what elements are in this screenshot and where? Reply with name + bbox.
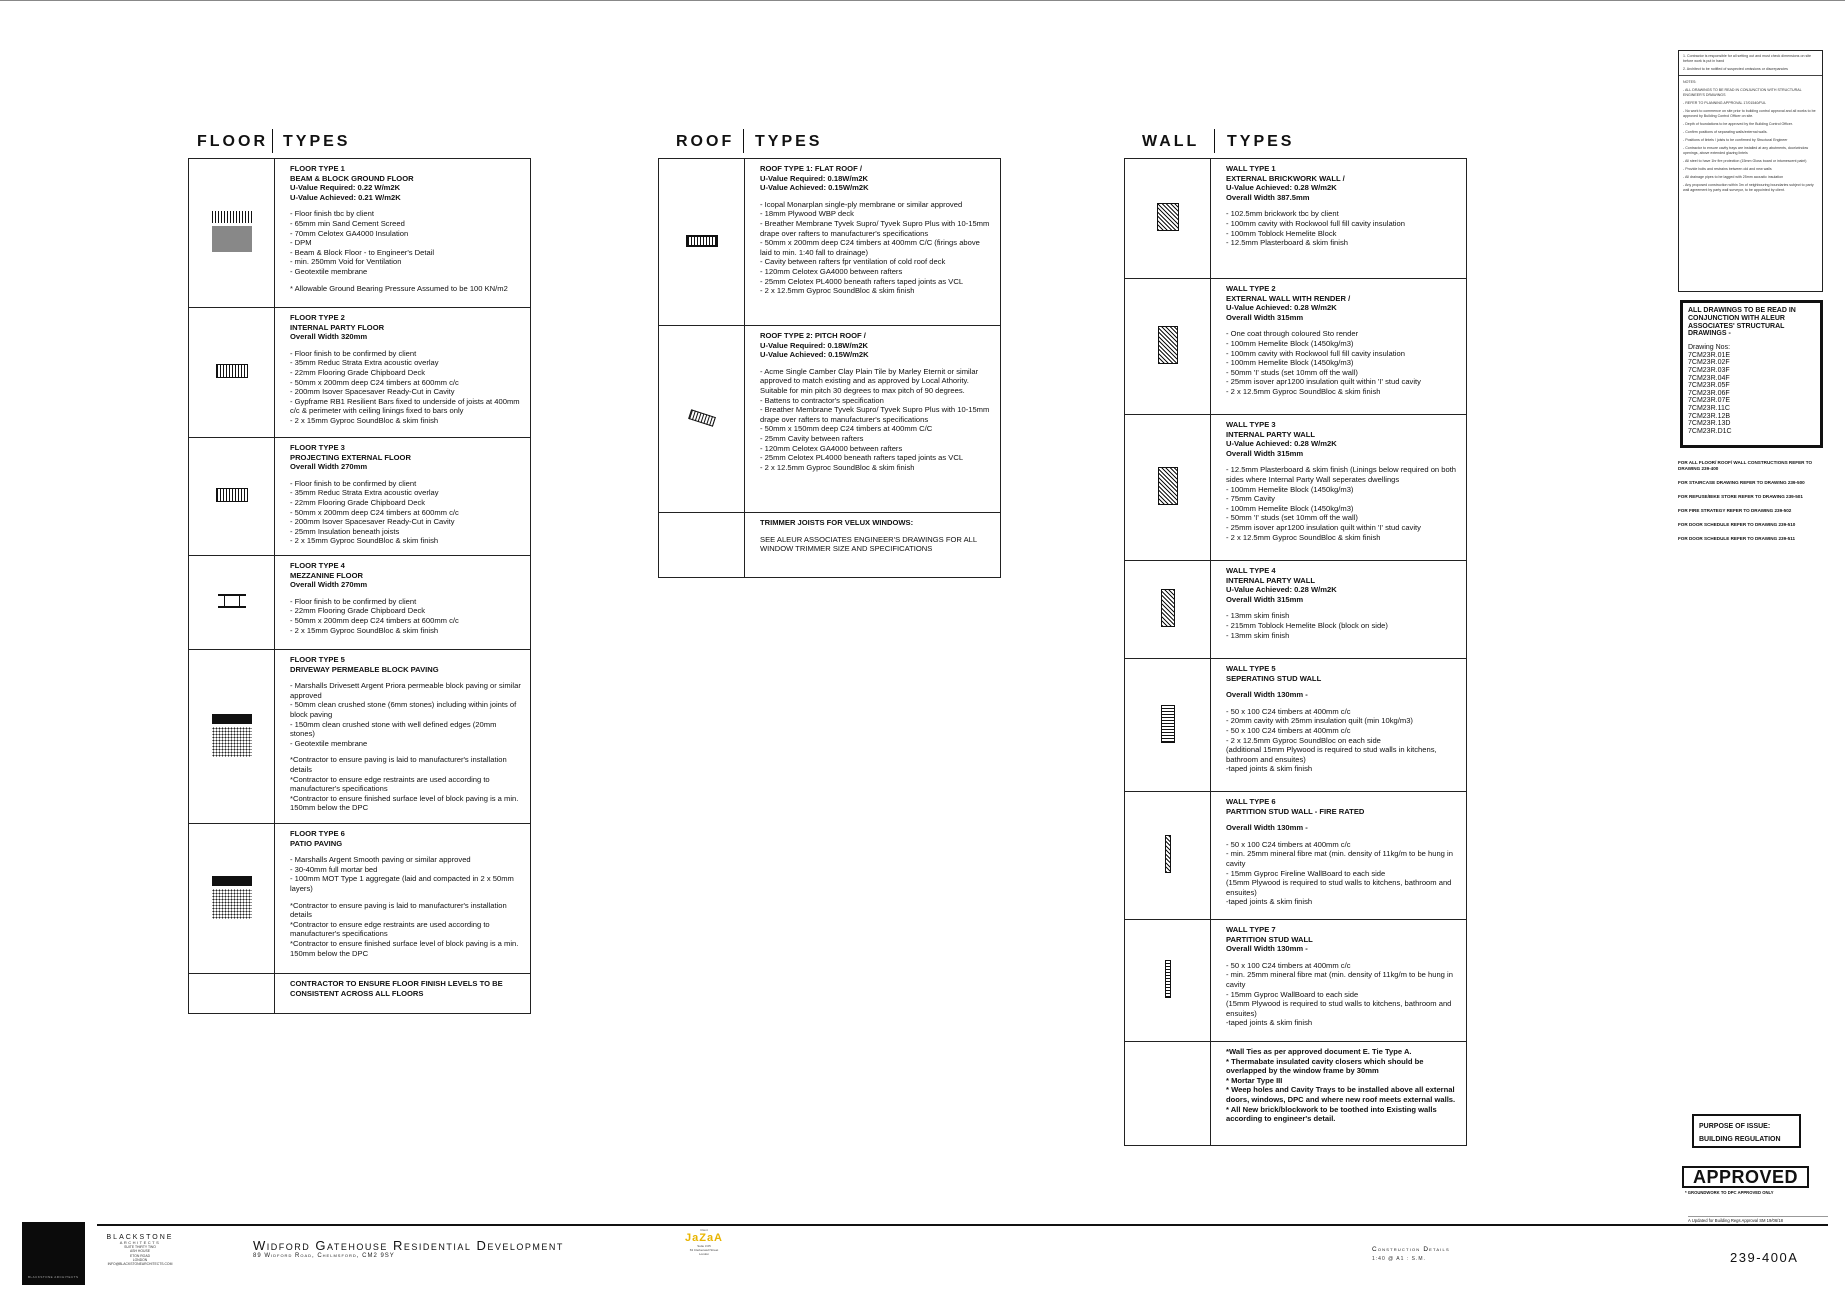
spec-line: - 50mm x 200mm deep C24 timbers at 600mm c/c	[290, 615, 459, 625]
spec-line: - 2 x 15mm Gyproc SoundBloc & skim finish	[290, 625, 439, 635]
spec-line: - 22mm Flooring Grade Chipboard Deck	[290, 367, 426, 377]
drawing-title: Construction Details	[1372, 1246, 1450, 1253]
type-heading-line: U-Value Required: 0.18W/m2K	[760, 173, 869, 183]
project-address: 89 Widford Road, Chelmsford, CM2 9SY	[253, 1253, 395, 1259]
spec-line: - 50mm 'I' studs (set 10mm off the wall)	[1226, 513, 1358, 523]
spec-line: - 13mm skim finish	[1226, 630, 1290, 640]
list-line: - ALL DRAWINGS TO BE READ IN CONJUNCTION WITH STRUCTURAL ENGINEER'S DRAWINGS	[1683, 88, 1802, 97]
wall-row	[1125, 159, 1467, 279]
general-notes-box	[1678, 50, 1823, 292]
spec-line: - 200mm Isover Spacesaver Ready-Cut in Cavity	[290, 387, 455, 397]
spec-line	[760, 528, 992, 535]
spec-line: (15mm Plywood is required to stud walls to kitchens, bathroom and ensuites)	[1226, 878, 1452, 897]
notes-top-list	[1683, 54, 1818, 72]
floor-description	[275, 308, 531, 438]
spec-line: - Icopal Monarplan single-ply membrane or similar approved	[760, 199, 963, 209]
spec-line: - 15mm Gyproc WallBoard to each side	[1226, 989, 1359, 999]
roof-row	[659, 159, 1001, 326]
type-heading-line: FLOOR TYPE 6	[290, 829, 345, 838]
floor-row	[189, 824, 531, 974]
wall-section-graphic	[1125, 792, 1211, 920]
spec-line: - DPM	[290, 238, 312, 248]
list-line: SUITE THIRTY TWO	[124, 1245, 156, 1250]
spec-line	[1226, 954, 1458, 961]
spec-line: - Geotextile membrane	[290, 738, 368, 748]
type-heading-line: PARTITION STUD WALL - FIRE RATED	[1226, 806, 1365, 816]
type-heading-line: U-Value Achieved: 0.28 W/m2K	[1226, 183, 1337, 193]
spec-line: - min. 25mm mineral fibre mat (min. density of 11kg/m to be hung in cavity	[1226, 849, 1453, 868]
spec-line: - 120mm Celotex GA4000 between rafters	[760, 443, 903, 453]
list-line: - REFER TO PLANNING APPROVAL 17/01540/FUL	[1683, 101, 1767, 105]
wall-section-graphic	[1125, 920, 1211, 1042]
list-line: ASH HOUSE	[130, 1249, 150, 1254]
wall-section-graphic	[1125, 561, 1211, 659]
type-heading-line: Overall Width 130mm -	[1226, 944, 1308, 954]
spec-line	[1226, 458, 1458, 465]
list-line: 7CM23R.07E	[1688, 397, 1731, 405]
spec-line: - 2 x 12.5mm Gyproc SoundBloc on each side	[1226, 735, 1381, 745]
spec-line: - 50mm 'I' studs (set 10mm off the wall)	[1226, 367, 1358, 377]
type-heading-line: FLOOR TYPE 1	[290, 164, 345, 173]
spec-line: SEE ALEUR ASSOCIATES ENGINEER'S DRAWINGS FOR ALL WINDOW TRIMMER SIZE AND SPECIFICATIONS	[760, 534, 977, 554]
spec-line: - Floor finish to be confirmed by client	[290, 596, 417, 606]
wall-row	[1125, 659, 1467, 792]
drawing-references	[1678, 460, 1828, 550]
spec-line: - 12.5mm Plasterboard & skim finish (Linings below required on both sides where Internal Party Wall seperates dwellings	[1226, 465, 1457, 484]
spec-line: - 100mm Hemelite Block (1450kg/m3)	[1226, 358, 1354, 368]
spec-line: - 50 x 100 C24 timbers at 400mm c/c	[1226, 725, 1351, 735]
sheet-top-border	[0, 0, 1845, 1]
list-line: 7CM23R.01E	[1688, 351, 1731, 359]
wall-description	[1211, 561, 1467, 659]
list-line: 7CM23R.06F	[1688, 389, 1730, 397]
type-heading-line: U-Value Achieved: 0.28 W/m2K	[1226, 439, 1337, 449]
spec-line: - 12.5mm Plasterboard & skim finish	[1226, 238, 1348, 248]
floor-description	[275, 824, 531, 974]
list-line: 7CM23R.12B	[1688, 412, 1731, 420]
type-heading-line: BEAM & BLOCK GROUND FLOOR	[290, 173, 414, 183]
type-heading-line: WALL TYPE 6	[1226, 797, 1276, 806]
floor-description	[275, 650, 531, 824]
spec-line: - Breather Membrane Tyvek Supro/ Tyvek Supro Plus with 10-15mm drape over rafters to manufacturer's specifications	[760, 218, 990, 238]
list-line: 2. Architect to be notified of suspected omissions or discrepancies	[1683, 67, 1788, 71]
type-heading-line: U-Value Required: 0.18W/m2K	[760, 340, 869, 350]
floor-row	[189, 438, 531, 556]
list-line: FOR FIRE STRATEGY REFER TO DRAWING 239-502	[1678, 508, 1792, 513]
spec-line: * Mortar Type III	[1226, 1075, 1283, 1085]
type-heading-line: PARTITION STUD WALL	[1226, 934, 1313, 944]
spec-line: - 50mm x 200mm deep C24 timbers at 600mm c/c	[290, 507, 459, 517]
wall-description	[1211, 792, 1467, 920]
spec-line: -taped joints & skim finish	[1226, 764, 1313, 774]
spec-line: - 22mm Flooring Grade Chipboard Deck	[290, 606, 426, 616]
spec-line: - 50 x 100 C24 timbers at 400mm c/c	[1226, 960, 1351, 970]
list-line: - Positions of lintels / joists to be confirmed by Structural Engineer	[1683, 138, 1788, 142]
wall-row	[1125, 279, 1467, 415]
purpose-value: BUILDING REGULATION	[1699, 1136, 1781, 1143]
floor-section-graphic	[189, 824, 275, 974]
wall-row	[1125, 792, 1467, 920]
spec-line: - 50mm x 150mm deep C24 timbers at 400mm C/C	[760, 424, 933, 434]
wall-row	[1125, 415, 1467, 561]
spec-line: - 50 x 100 C24 timbers at 400mm c/c	[1226, 839, 1351, 849]
list-line: London	[698, 1252, 709, 1256]
architect-block	[100, 1234, 180, 1266]
wall-types-heading: WALL TYPES	[1142, 133, 1292, 153]
type-heading-line: U-Value Achieved: 0.15W/m2K	[760, 183, 869, 193]
spec-line: - 35mm Reduc Strata Extra acoustic overlay	[290, 358, 439, 368]
spec-line: -taped joints & skim finish	[1226, 1018, 1313, 1028]
spec-line: - Breather Membrane Tyvek Supro/ Tyvek Supro Plus with 10-15mm drape over rafters to manufacturer's specifications	[760, 405, 990, 424]
spec-line	[1226, 604, 1458, 611]
approved-note: * GROUNDWORK TO DPC APPROVED ONLY	[1685, 1190, 1774, 1195]
type-heading-line: U-Value Achieved: 0.28 W/m2K	[1226, 303, 1337, 313]
floor-types-table	[188, 158, 531, 1014]
wall-description	[1211, 415, 1467, 561]
list-line: - Any proposed construction within 3m of neighbouring boundaries subject to party wall agreement by party wall surveyor, to be appointed by client.	[1683, 183, 1814, 192]
floor-row	[189, 650, 531, 824]
type-heading-line: Overall Width 130mm -	[1226, 823, 1308, 833]
architect-sub: ARCHITECTS	[119, 1240, 161, 1245]
spec-line: - 100mm Hemelite Block (1450kg/m3)	[1226, 503, 1354, 513]
drawing-scale: 1:40 @ A1 : S.M.	[1372, 1256, 1426, 1262]
spec-line: *Contractor to ensure finished surface level of block paving is a min. 150mm below the DPC	[290, 938, 519, 958]
wall-row	[1125, 561, 1467, 659]
list-line: 7CM23R.D1C	[1688, 427, 1732, 435]
list-line: - Provide bolts and restrains between old and new walls	[1683, 167, 1772, 171]
wall-description	[1211, 659, 1467, 792]
list-line: 7CM23R.11C	[1688, 404, 1730, 412]
spec-line: - 102.5mm brickwork tbc by client	[1226, 209, 1339, 219]
list-line: 1. Contractor is responsible for all setting out and must check dimensions on site before work is put in hand	[1683, 54, 1812, 63]
spec-line: - 100mm cavity with Rockwool full fill cavity insulation	[1226, 348, 1405, 358]
spec-line: - 2 x 12.5mm Gyproc SoundBloc & skim finish	[760, 462, 915, 472]
spec-line	[290, 590, 522, 597]
type-heading-line: INTERNAL PARTY FLOOR	[290, 322, 385, 332]
type-heading-line: SEPERATING STUD WALL	[1226, 673, 1322, 683]
spec-line: - 50mm x 200mm deep C24 timbers at 600mm c/c	[290, 377, 459, 387]
type-heading-line: EXTERNAL BRICKWORK WALL /	[1226, 173, 1345, 183]
spec-line: - min. 250mm Void for Ventilation	[290, 257, 402, 267]
type-heading-line: TRIMMER JOISTS FOR VELUX WINDOWS:	[760, 518, 914, 527]
floor-section-graphic	[189, 438, 275, 556]
drawing-number: 239-400A	[1730, 1250, 1799, 1265]
type-heading-line: ROOF TYPE 2: PITCH ROOF /	[760, 331, 866, 340]
list-line: - Contractor to ensure cavity trays are installed at any abutments, door/window openings, above extended glazing lintels	[1683, 146, 1809, 155]
notes-list	[1683, 88, 1818, 193]
spec-line: - 2 x 12.5mm Gyproc SoundBloc & skim finish	[1226, 532, 1381, 542]
spec-line	[1226, 202, 1458, 209]
drawing-nos-label: Drawing Nos:	[1688, 344, 1731, 352]
type-heading-line: FLOOR TYPE 3	[290, 443, 345, 452]
wall-types-table	[1124, 158, 1467, 1146]
spec-line	[290, 748, 522, 755]
spec-line: - One coat through coloured Sto render	[1226, 329, 1359, 339]
list-line: FOR DOOR SCHEDULE REFER TO DRAWING 239-510	[1678, 522, 1796, 527]
spec-line: * All New brick/blockwork to be toothed into Existing walls according to engineer's detail.	[1226, 1104, 1437, 1124]
floor-description	[275, 974, 531, 1014]
spec-line: * Allowable Ground Bearing Pressure Assumed to be 100 KN/m2	[290, 283, 508, 293]
spec-line	[290, 277, 522, 284]
wall-description	[1211, 159, 1467, 279]
type-heading-line: WALL TYPE 4	[1226, 566, 1276, 575]
type-heading-line	[1226, 816, 1458, 823]
spec-line: - Marshalls Argent Smooth paving or similar approved	[290, 855, 471, 865]
type-heading-line: WALL TYPE 7	[1226, 925, 1276, 934]
spec-line: - Floor finish to be confirmed by client	[290, 348, 417, 358]
spec-line: *Contractor to ensure finished surface level of block paving is a min. 150mm below the DPC	[290, 793, 519, 813]
list-line: FOR ALL FLOOR/ ROOF/ WALL CONSTRUCTIONS REFER TO DRAWING 239-400	[1678, 460, 1813, 471]
floor-section-graphic	[189, 159, 275, 308]
wall-description	[1211, 920, 1467, 1042]
wall-description	[1211, 1042, 1467, 1146]
type-heading-line: Overall Width 315mm	[1226, 448, 1304, 458]
spec-line	[290, 894, 522, 901]
floor-row	[189, 159, 531, 308]
spec-line: - 50mm x 200mm deep C24 timbers at 400mm C/C (firings above laid to min. 1:40 fall to drainage)	[760, 238, 980, 257]
type-heading-line: WALL TYPE 2	[1226, 284, 1276, 293]
spec-line	[760, 360, 992, 367]
type-heading-line: Overall Width 320mm	[290, 332, 368, 342]
type-heading-line	[1226, 683, 1458, 690]
list-line: 7CM23R.05F	[1688, 382, 1730, 390]
spec-line: - 150mm clean crushed stone with well defined edges (20mm stones)	[290, 719, 497, 739]
roof-types-heading: ROOF TYPES	[676, 133, 826, 153]
list-line: 7CM23R.03F	[1688, 366, 1730, 374]
title-block-rule	[97, 1224, 1828, 1226]
type-heading-line: PROJECTING EXTERNAL FLOOR	[290, 452, 411, 462]
spec-line: * Thermabate insulated cavity closers which should be overlapped by the window frame by 30mm	[1226, 1056, 1424, 1076]
spec-line: - 75mm Cavity	[1226, 494, 1275, 504]
floor-section-graphic	[189, 556, 275, 650]
type-heading-line: Overall Width 270mm	[290, 580, 368, 590]
spec-line: - 25mm isover apr1200 insulation quilt within 'I' stud cavity	[1226, 522, 1421, 532]
structural-drawings-box	[1680, 300, 1823, 448]
roof-description	[745, 326, 1001, 513]
type-heading-line: MEZZANINE FLOOR	[290, 570, 363, 580]
list-line: 7CM23R.13D	[1688, 420, 1731, 428]
type-heading-line: Overall Width 315mm	[1226, 594, 1304, 604]
spec-line: - 2 x 12.5mm Gyproc SoundBloc & skim finish	[1226, 386, 1381, 396]
type-heading-line: Overall Width 270mm	[290, 462, 368, 472]
roof-types-table	[658, 158, 1001, 578]
floor-row	[189, 556, 531, 650]
spec-line	[290, 848, 522, 855]
spec-line: - Gypframe RB1 Resilient Bars fixed to underside of joists at 400mm c/c & perimeter with ceiling linings fixed to bars only	[290, 396, 520, 416]
spec-line	[1226, 322, 1458, 329]
spec-line	[760, 193, 992, 200]
roof-description	[745, 159, 1001, 326]
roof-description	[745, 513, 1001, 578]
spec-line: - 200mm Isover Spacesaver Ready-Cut in Cavity	[290, 517, 455, 527]
spec-line: - Battens to contractor's specification	[760, 395, 884, 405]
roof-section-graphic	[659, 159, 745, 326]
type-heading-line: U-Value Achieved: 0.15W/m2K	[760, 350, 869, 360]
spec-line: (additional 15mm Plywood is required to stud walls in kitchens, bathroom and ensuites)	[1226, 745, 1437, 764]
spec-line: *Contractor to ensure edge restraints are used according to manufacturer's specifications	[290, 774, 490, 794]
spec-line: - 2 x 15mm Gyproc SoundBloc & skim finish	[290, 536, 439, 546]
spec-line: - 100mm MOT Type 1 aggregate (laid and compacted in 2 x 50mm layers)	[290, 874, 514, 893]
client-logo: JaZaA	[684, 1232, 724, 1244]
spec-line: - 70mm Celotex GA4000 Insulation	[290, 228, 409, 238]
roof-section-graphic	[659, 326, 745, 513]
spec-line: - 100mm Hemelite Block (1450kg/m3)	[1226, 338, 1354, 348]
spec-line: *Wall Ties as per approved document E. Tie Type A.	[1226, 1047, 1412, 1056]
spec-line: - Geotextile membrane	[290, 266, 368, 276]
list-line: FOR STAIRCASE DRAWING REFER TO DRAWING 239-500	[1678, 480, 1805, 485]
spec-line: - Beam & Block Floor - to Engineer's Detail	[290, 247, 435, 257]
wall-description	[1211, 279, 1467, 415]
list-line: - Confirm positions of separating walls/external walls.	[1683, 130, 1768, 134]
spec-line: - 20mm cavity with 25mm insulation quilt (min 10kg/m3)	[1226, 716, 1413, 726]
floor-description	[275, 159, 531, 308]
type-heading-line: FLOOR TYPE 4	[290, 561, 345, 570]
architect-name: BLACKSTONE	[106, 1234, 174, 1241]
type-heading-line: WALL TYPE 1	[1226, 164, 1276, 173]
spec-line: - 100mm cavity with Rockwool full fill cavity insulation	[1226, 218, 1405, 228]
type-heading-line: WALL TYPE 3	[1226, 420, 1276, 429]
spec-line	[290, 202, 522, 209]
spec-line: - Cavity between rafters fpr ventilation of cold roof deck	[760, 257, 946, 267]
spec-line: - 2 x 12.5mm Gyproc SoundBloc & skim finish	[760, 286, 915, 296]
drawing-nos-list	[1688, 352, 1815, 436]
client-label: Client	[700, 1228, 708, 1232]
spec-line: *Contractor to ensure paving is laid to manufacturer's installation details	[290, 755, 507, 774]
wall-section-graphic	[1125, 279, 1211, 415]
spec-line: - Marshalls Drivesett Argent Priora permeable block paving or similar approved	[290, 681, 521, 700]
list-line: LONDON	[132, 1257, 148, 1262]
type-heading-line: FLOOR TYPE 2	[290, 313, 345, 322]
spec-line: - 30-40mm full mortar bed	[290, 864, 378, 874]
spec-line: - 215mm Toblock Hemelite Block (block on side)	[1226, 620, 1388, 630]
spec-line: - 18mm Plywood WBP deck	[760, 209, 854, 219]
type-heading-line: Overall Width 315mm	[1226, 312, 1304, 322]
spec-line: - 25mm Celotex PL4000 beneath rafters taped joints as VCL	[760, 453, 964, 463]
type-heading-line: PATIO PAVING	[290, 838, 343, 848]
floor-description	[275, 438, 531, 556]
floor-row	[189, 308, 531, 438]
spec-line: - 100mm Toblock Hemelite Block	[1226, 228, 1337, 238]
list-line: INFO@BLACKSTONEARCHITECTS.COM	[107, 1262, 173, 1267]
type-heading-line: FLOOR TYPE 5	[290, 655, 345, 664]
list-line: 7CM23R.02F	[1688, 359, 1730, 367]
wall-row	[1125, 1042, 1467, 1146]
spec-line: - 25mm isover apr1200 insulation quilt within 'I' stud cavity	[1226, 377, 1421, 387]
spec-line: - 65mm min Sand Cement Screed	[290, 218, 405, 228]
list-line: Suite 3.05	[697, 1244, 711, 1248]
blackstone-logo: BLACKSTONE ARCHITECTS	[22, 1222, 85, 1285]
spec-line	[290, 342, 522, 349]
type-heading-line: Overall Width 387.5mm	[1226, 192, 1310, 202]
spec-line: *Contractor to ensure edge restraints are used according to manufacturer's specifications	[290, 919, 490, 939]
spec-line: -taped joints & skim finish	[1226, 897, 1313, 907]
structural-drawings-heading: ALL DRAWINGS TO BE READ IN CONJUNCTION WITH ALEUR ASSOCIATES' STRUCTURAL DRAWINGS -	[1688, 307, 1796, 338]
spec-line: - 100mm Hemelite Block (1450kg/m3)	[1226, 484, 1354, 494]
spec-line: - 120mm Celotex GA4000 between rafters	[760, 266, 903, 276]
client-block	[676, 1228, 732, 1256]
spec-line	[290, 674, 522, 681]
list-line: 7CM23R.04F	[1688, 374, 1730, 382]
spec-line	[1226, 833, 1458, 840]
type-heading-line: U-Value Achieved: 0.21 W/m2K	[290, 192, 401, 202]
type-heading-line: INTERNAL PARTY WALL	[1226, 575, 1316, 585]
roof-row	[659, 513, 1001, 578]
floor-types-heading: FLOOR TYPES	[197, 133, 347, 153]
project-title: Widford Gatehouse Residential Development	[253, 1238, 564, 1253]
list-line: FOR REFUSE/BIKE STORE REFER TO DRAWING 239-501	[1678, 494, 1803, 499]
spec-line: - 50mm clean crushed stone (6mm stones) including within joints of block paving	[290, 700, 517, 719]
spec-line: - Acme Single Camber Clay Plain Tile by Marley Eternit or similar approved to match existing and as approved by Local Athority. Suitable for min pitch 30 degrees to max pitch of 90 degrees.	[760, 366, 979, 395]
floor-section-graphic	[189, 650, 275, 824]
spec-line: - 25mm Insulation beneath joists	[290, 526, 400, 536]
spec-line: - 35mm Reduc Strata Extra acoustic overlay	[290, 488, 439, 498]
spec-line: (15mm Plywood is required to stud walls to kitchens, bathroom and ensuites)	[1226, 999, 1452, 1018]
purpose-of-issue-box	[1692, 1114, 1801, 1148]
list-line: - No work to commence on site prior to building control approval and all works to be approved by Building Control Officer on site.	[1683, 109, 1816, 118]
floor-row	[189, 974, 531, 1014]
type-heading-line: U-Value Achieved: 0.28 W/m2K	[1226, 585, 1337, 595]
spec-line: - min. 25mm mineral fibre mat (min. density of 11kg/m to be hung in cavity	[1226, 970, 1453, 989]
revision-line: A Updated for Building Regs Approval SM 19/06/18	[1688, 1216, 1828, 1223]
spec-line: - 25mm Celotex PL4000 beneath rafters taped joints as VCL	[760, 276, 964, 286]
type-heading-line: CONTRACTOR TO ENSURE FLOOR FINISH LEVELS TO BE CONSISTENT ACROSS ALL FLOORS	[290, 979, 503, 998]
list-line: FOR DOOR SCHEDULE REFER TO DRAWING 239-511	[1678, 536, 1796, 541]
type-heading-line: INTERNAL PARTY WALL	[1226, 429, 1316, 439]
spec-line: * Weep holes and Cavity Trays to be installed above all external doors, windows, DPC and where new roof meets external walls.	[1226, 1085, 1456, 1104]
spec-line: - 50 x 100 C24 timbers at 400mm c/c	[1226, 706, 1351, 716]
list-line: - Depth of foundations to be approved by the Building Control Officer.	[1683, 122, 1793, 126]
type-heading-line: DRIVEWAY PERMEABLE BLOCK PAVING	[290, 664, 439, 674]
wall-section-graphic	[1125, 159, 1211, 279]
purpose-label: PURPOSE OF ISSUE:	[1699, 1123, 1771, 1130]
spec-line	[1226, 700, 1458, 707]
wall-row	[1125, 920, 1467, 1042]
spec-line: - 22mm Flooring Grade Chipboard Deck	[290, 497, 426, 507]
floor-description	[275, 556, 531, 650]
roof-row	[659, 326, 1001, 513]
spec-line: *Contractor to ensure paving is laid to manufacturer's installation details	[290, 900, 507, 920]
architect-details	[100, 1245, 180, 1266]
floor-section-graphic	[189, 308, 275, 438]
client-details	[676, 1244, 732, 1256]
spec-line: - 25mm Cavity between rafters	[760, 433, 864, 443]
spec-line: - 15mm Gyproc Fireline WallBoard to each side	[1226, 868, 1386, 878]
wall-section-graphic	[1125, 415, 1211, 561]
wall-section-graphic	[1125, 659, 1211, 792]
spec-line: - 2 x 15mm Gyproc SoundBloc & skim finish	[290, 415, 439, 425]
type-heading-line: U-Value Required: 0.22 W/m2K	[290, 183, 401, 193]
notes-heading: NOTES:	[1683, 80, 1697, 84]
list-line: 63 Clerkenwell Street	[689, 1248, 719, 1252]
type-heading-line: WALL TYPE 5	[1226, 664, 1276, 673]
approved-stamp: APPROVED	[1682, 1166, 1809, 1188]
spec-line: - 13mm skim finish	[1226, 611, 1290, 621]
list-line: - All drainage pipes to be lagged with 25mm acoustic insulation	[1683, 175, 1784, 179]
spec-line: - Floor finish to be confirmed by client	[290, 478, 417, 488]
type-heading-line: EXTERNAL WALL WITH RENDER /	[1226, 293, 1351, 303]
spec-line: - Floor finish tbc by client	[290, 209, 374, 219]
list-line: ETON ROAD	[129, 1253, 151, 1258]
spec-line	[290, 472, 522, 479]
type-heading-line: Overall Width 130mm -	[1226, 690, 1308, 700]
list-line: - All steel to have 1hr fire protection (15mm Gloss board or intumescent paint)	[1683, 159, 1807, 163]
type-heading-line: ROOF TYPE 1: FLAT ROOF /	[760, 164, 862, 173]
